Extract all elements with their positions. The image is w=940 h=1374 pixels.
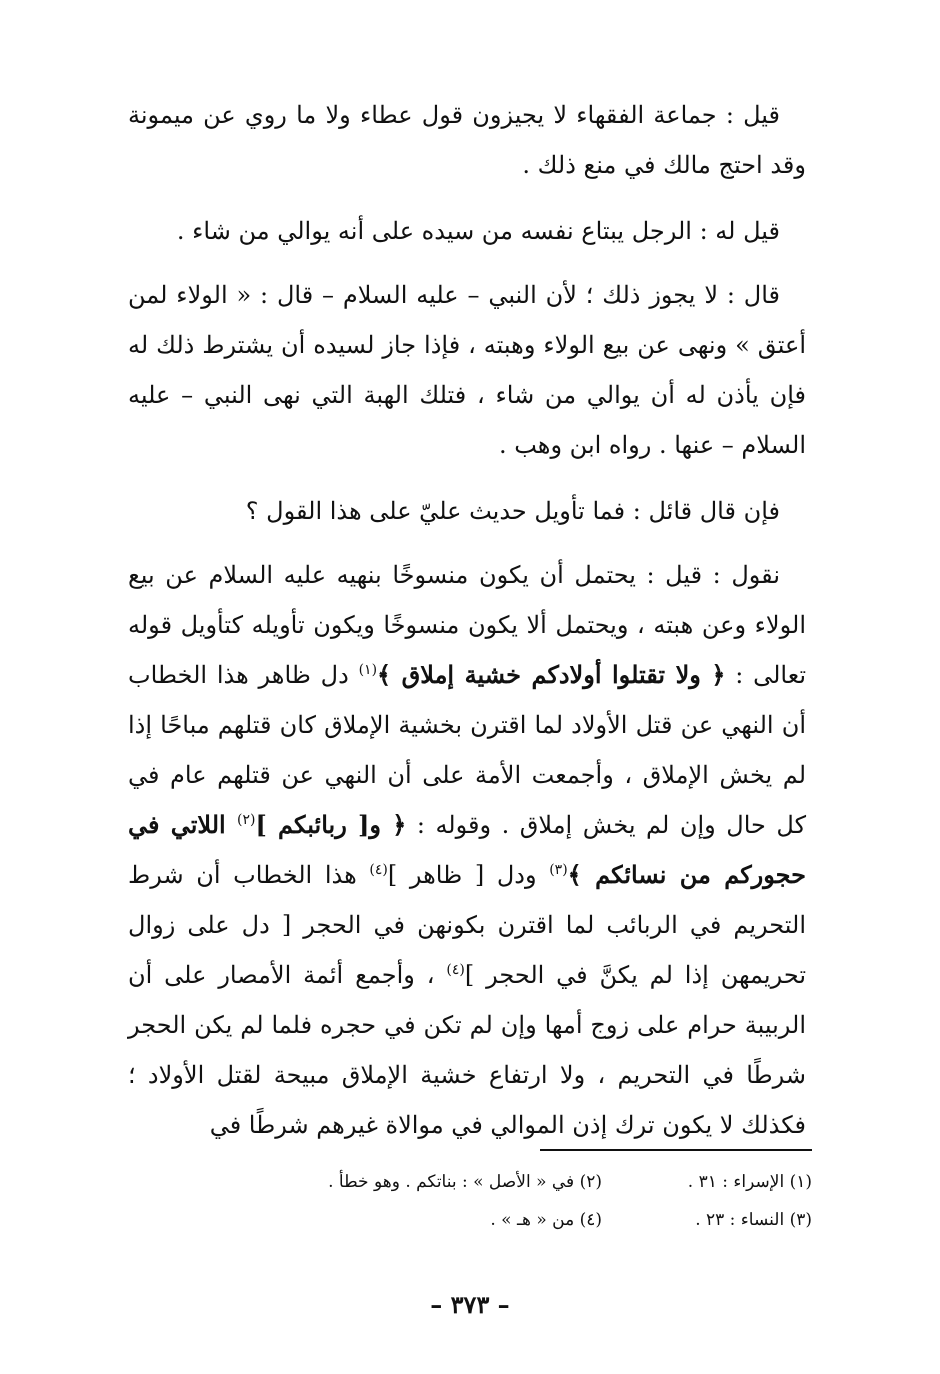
- paragraph-4: فإن قال قائل : فما تأويل حديث عليّ على هذا القول ؟: [245, 497, 780, 525]
- footnotes: [200, 1163, 812, 1239]
- page-number: – ٣٧٣ –: [430, 1290, 510, 1319]
- quran-verse-2: ﴿ و[ ربائبكم ]: [255, 810, 407, 839]
- paragraph-2: قيل له : الرجل يبتاع نفسه من سيده على أنه يوالي من شاء .: [176, 217, 780, 245]
- text-run: ودل [ ظاهر ]: [387, 861, 550, 889]
- text-run: هذا الخطاب أن شرط التحريم في الربائب لما اقترن بكونهن في الحجر [ دل على زوال تحريمهن إذا لم يكنَّ في الحجر ]: [128, 861, 806, 989]
- text-run: ، وأجمع أئمة الأمصار على أن الربيبة حرام على زوج أمها وإن لم تكن في حجره فلما لم يكن الحجر شرطًا في التحريم ، ولا ارتفاع خشية الإملاق مبيحة لقتل الأولاد ؛ فكذلك لا يكون ترك إذن الموالي في موالاة غيرهم شرطًا في: [128, 961, 806, 1139]
- text-run: دل ظاهر هذا الخطاب أن النهي عن قتل الأولاد لما اقترن بخشية الإملاق كان قتلهم مباحًا إذا لم يخش الإملاق ، وأجمعت الأمة على أن النهي عن قتلهم عام في كل حال وإن لم يخش إملاق . وقوله :: [128, 661, 806, 839]
- footnote-ref-2: (٢): [236, 812, 256, 828]
- footnote-2: (٢) في « الأصل » : بناتكم . وهو خطأ .: [328, 1172, 602, 1192]
- footnote-row: [200, 1163, 812, 1201]
- footnote-ref-3: (٣): [549, 862, 568, 878]
- quran-verse-3: اللاتي في حجوركم من نسائكم ﴾: [128, 810, 806, 889]
- footnote-ref-4b: (٤): [446, 962, 465, 978]
- footnote-ref-4a: (٤): [369, 862, 388, 878]
- quran-verse-1: ﴿ ولا تقتلوا أولادكم خشية إملاق ﴾: [377, 660, 726, 689]
- paragraph-5: [128, 550, 806, 1150]
- footnote-3: (٣) النساء : ٢٣ .: [695, 1210, 812, 1230]
- footnote-row: [200, 1201, 812, 1239]
- footnote-1: (١) الإسراء : ٣١ .: [687, 1172, 812, 1192]
- paragraph-1: قيل : جماعة الفقهاء لا يجيزون قول عطاء ولا ما روي عن ميمونة وقد احتج مالك في منع ذلك .: [128, 101, 806, 179]
- footnote-divider: [540, 1149, 812, 1151]
- footnote-ref-1: (١): [358, 662, 378, 678]
- text-run: نقول : قيل : يحتمل أن يكون منسوخًا بنهيه عليه السلام عن بيع الولاء وعن هبته ، ويحتمل ألا يكون منسوخًا ويكون تأويله كتأويل قوله تعالى :: [128, 561, 806, 689]
- paragraph-3: قال : لا يجوز ذلك ؛ لأن النبي – عليه السلام – قال : « الولاء لمن أعتق » ونهى عن بيع الولاء وهبته ، فإذا جاز لسيده أن يشترط ذلك له فإن يأذن له أن يوالي من شاء ، فتلك الهبة التي نهى النبي – عليه السلام – عنها . رواه ابن وهب .: [128, 281, 806, 459]
- footnote-4: (٤) من « هـ » .: [490, 1210, 602, 1230]
- main-text-block: [128, 90, 806, 1166]
